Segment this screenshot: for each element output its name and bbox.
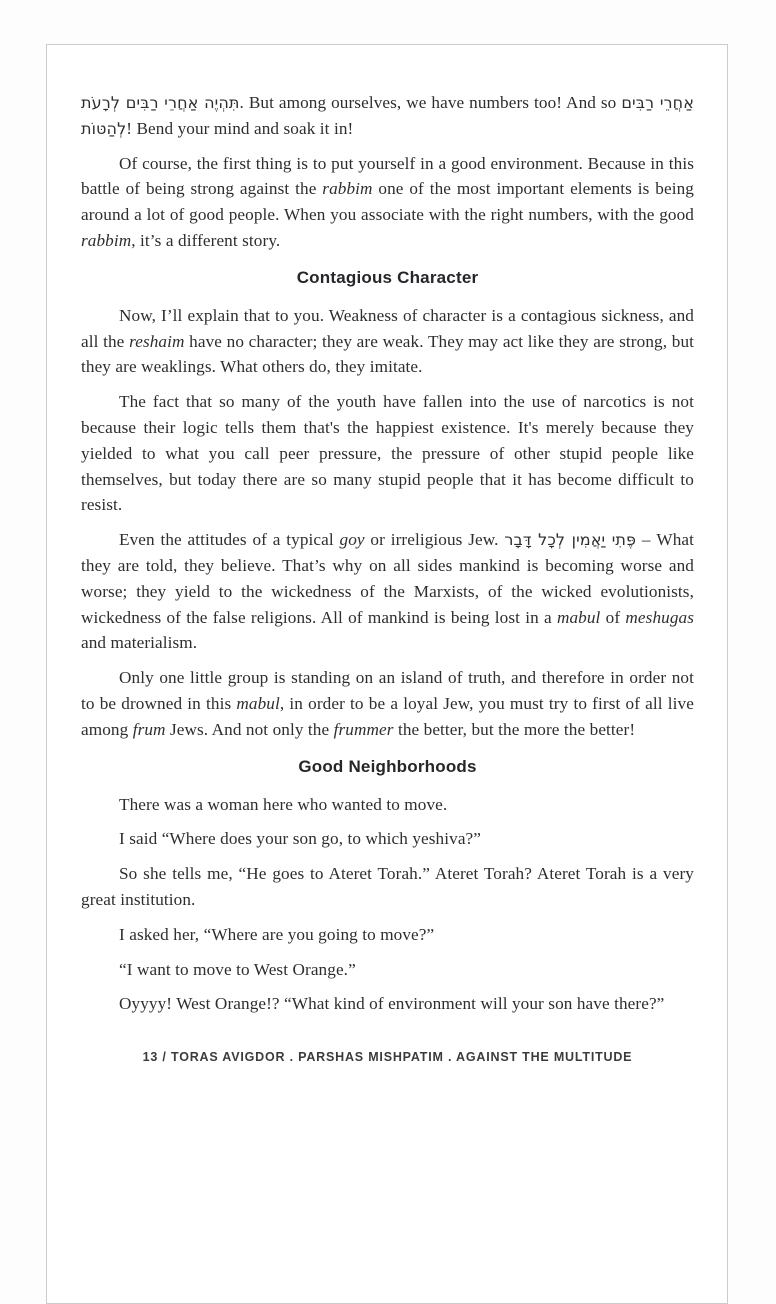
paragraph: There was a woman here who wanted to move. <box>119 794 448 814</box>
paragraph: I asked her, “Where are you going to move?” <box>119 924 435 944</box>
hebrew-phrase: אַחֲרֵי רַבִּים לְהַטּוֹת <box>81 93 694 138</box>
italic-term: frummer <box>333 719 394 739</box>
page-inner <box>47 45 727 1064</box>
italic-term: mabul <box>236 693 280 713</box>
paragraph: תִּהְיֶה אַחֲרֵי רַבִּים לְרָעֹת. But among ourselves, we have numbers too! And so אַחֲרֵי רַבִּים לְהַטּוֹת! Bend your mind and soak it in! <box>81 93 694 138</box>
paragraph: Now, I’ll explain that to you. Weakness of character is a contagious sickness, and all the reshaim have no character; they are weak. They may act like they are strong, but they are weaklings. What others do, they imitate. <box>81 305 695 377</box>
italic-term: frum <box>132 719 166 739</box>
italic-term: goy <box>339 530 365 550</box>
italic-term: meshugas <box>625 607 695 627</box>
paragraph: The fact that so many of the youth have fallen into the use of narcotics is not because their logic tells them that's the happiest existence. It's merely because they yielded to what you call peer pressure, the pressure of other stupid people like themselves, but today there are so many stupid people that it has become difficult to resist. <box>81 392 694 515</box>
section-heading: Good Neighborhoods <box>298 756 477 776</box>
document-body <box>81 90 694 1017</box>
paragraph: Oyyyy! West Orange!? “What kind of environment will your son have there?” <box>119 994 665 1014</box>
page-footer: 13 / TORAS AVIGDOR . PARSHAS MISHPATIM . AGAINST THE MULTITUDE <box>142 1050 633 1065</box>
document-page <box>46 44 728 1304</box>
paragraph: So she tells me, “He goes to Ateret Torah.” Ateret Torah? Ateret Torah is a very great institution. <box>81 864 694 909</box>
section-heading: Contagious Character <box>296 267 479 287</box>
hebrew-phrase: פֶּתִי יַאֲמִין לְכָל דָּבָר <box>504 530 637 550</box>
paragraph: Even the attitudes of a typical goy or irreligious Jew. פֶּתִי יַאֲמִין לְכָל דָּבָר – What they are told, they believe. That’s why on all sides mankind is becoming worse and worse; they yield to the wickedness of the Marxists, of the wicked evolutionists, wickedness of the false religions. All of mankind is being lost in a mabul of meshugas and materialism. <box>81 530 695 653</box>
paragraph: Only one little group is standing on an island of truth, and therefore in order not to be drowned in this mabul, in order to be a loyal Jew, you must try to first of all live among frum Jews. And not only the frummer the better, but the more the better! <box>81 668 694 739</box>
italic-term: rabbim <box>322 179 373 199</box>
italic-term: reshaim <box>129 331 185 351</box>
paragraph: Of course, the first thing is to put yourself in a good environment. Because in this battle of being strong against the rabbim one of the most important elements is being around a lot of good people. When you associate with the right numbers, with the good rabbim, it’s a different story. <box>81 153 694 250</box>
paragraph: “I want to move to West Orange.” <box>119 959 356 979</box>
italic-term: rabbim <box>81 230 132 250</box>
hebrew-phrase: תִּהְיֶה אַחֲרֵי רַבִּים לְרָעֹת <box>81 93 240 112</box>
paragraph: I said “Where does your son go, to which yeshiva?” <box>119 829 482 849</box>
italic-term: mabul <box>556 607 601 627</box>
